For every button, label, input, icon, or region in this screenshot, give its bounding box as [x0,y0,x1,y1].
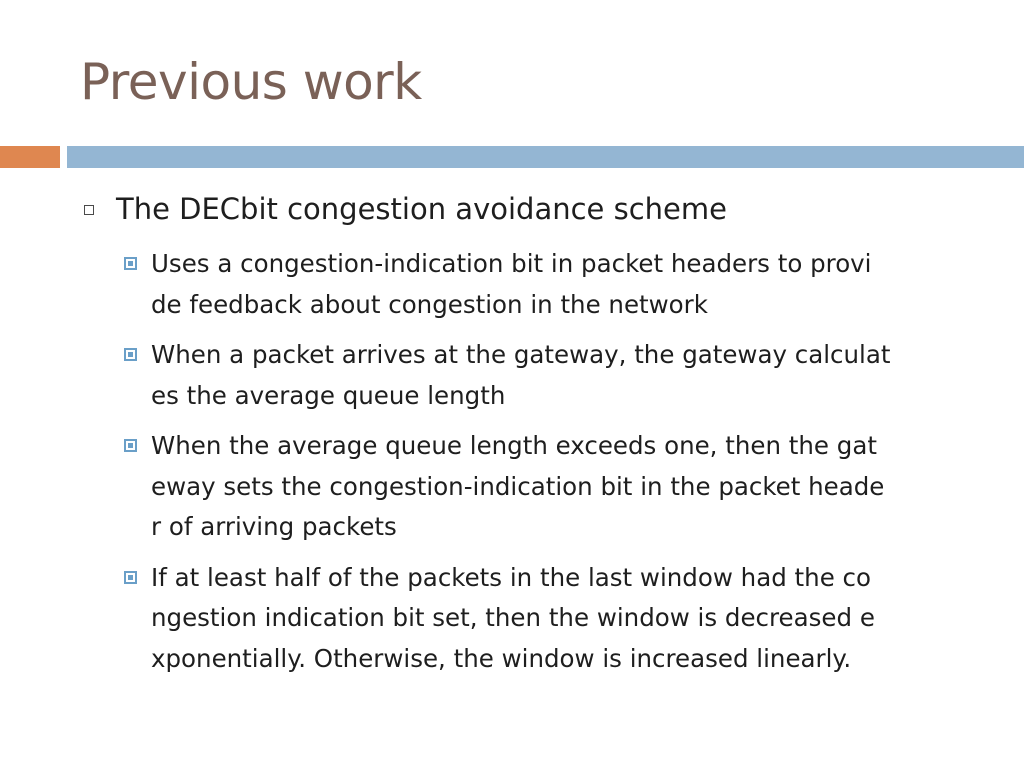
sub-bullet-text [151,426,975,548]
sub-bullet-line: es the average queue length [151,380,506,410]
slide-title: Previous work [80,53,422,111]
sub-bullet-item [124,426,984,548]
sub-bullet-line: r of arriving packets [151,512,397,541]
sub-bullet-item [124,244,984,325]
hollow-square-bullet-icon [84,205,94,215]
sub-bullet-text [151,335,975,416]
sub-bullet-item [124,335,984,416]
blue-square-bullet-icon [124,571,137,584]
sub-bullet-text [151,244,975,325]
sub-bullet-line: If at least half of the packets in the last window had the co [151,562,872,592]
sub-bullet-line: eway sets the congestion-indication bit in the packet heade [151,471,885,501]
sub-bullet-list [124,244,984,689]
sub-bullet-line: When a packet arrives at the gateway, the gateway calculat [151,340,891,369]
sub-bullet-line: xponentially. Otherwise, the window is increased linearly. [151,643,852,673]
sub-bullet-text [151,558,975,680]
sub-bullet-line: Uses a congestion-indication bit in packet headers to provi [151,249,872,278]
sub-bullet-line: When the average queue length exceeds one, then the gat [151,431,877,460]
blue-square-bullet-icon [124,439,137,452]
sub-bullet-line: ngestion indication bit set, then the window is decreased e [151,603,875,632]
sub-bullet-item [124,558,984,680]
sub-bullet-line: de feedback about congestion in the network [151,289,708,319]
blue-square-bullet-icon [124,257,137,270]
blue-square-bullet-icon [124,348,137,361]
main-bullet-text: The DECbit congestion avoidance scheme [116,192,727,226]
